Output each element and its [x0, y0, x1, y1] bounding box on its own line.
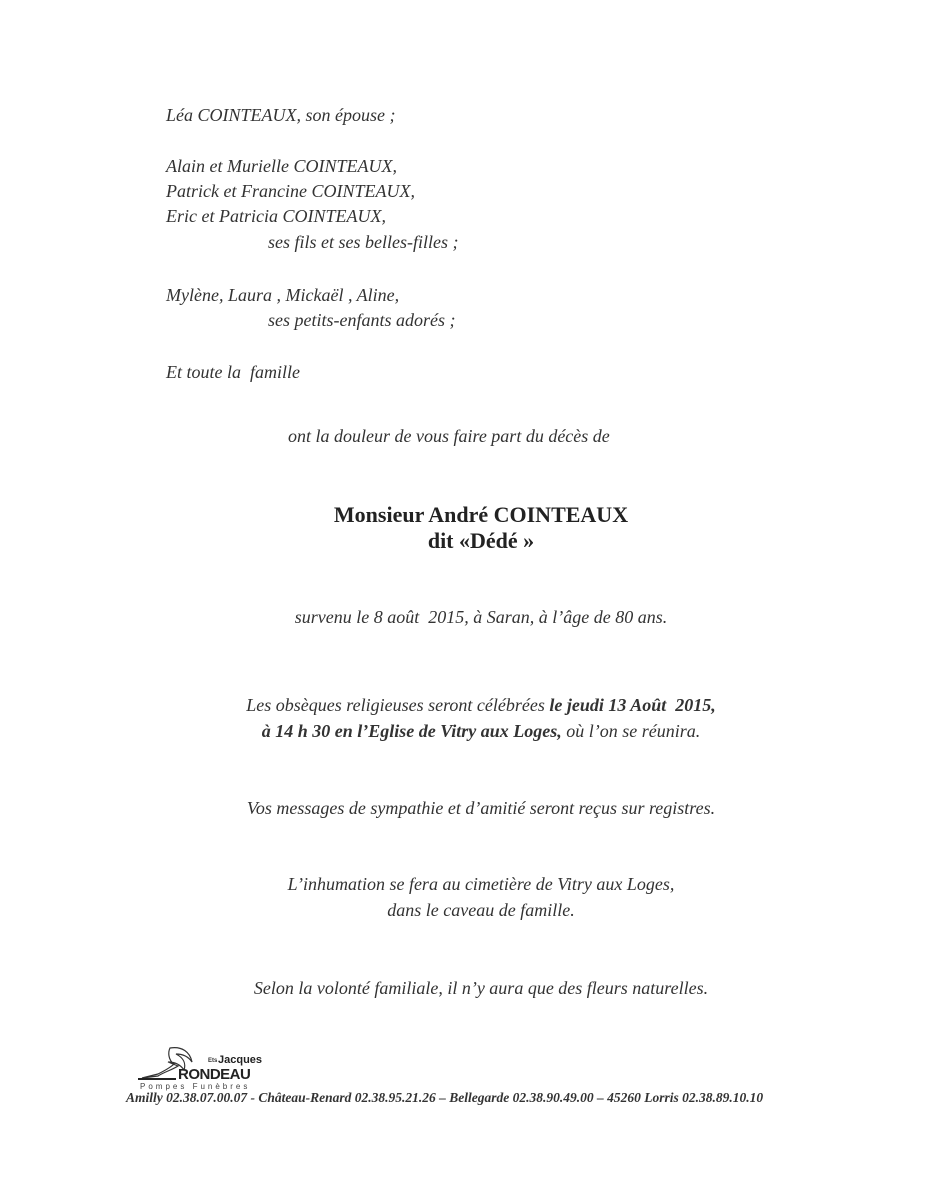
death-info: survenu le 8 août 2015, à Saran, à l’âge de 80 ans. [294, 607, 668, 627]
deceased-name: Monsieur André COINTEAUX [333, 502, 629, 527]
announcement: ont la douleur de vous faire part du décès de [288, 426, 610, 446]
flowers-line: Selon la volonté familiale, il n’y aura que des fleurs naturelles. [253, 978, 709, 998]
funeral-line-1 [0, 694, 947, 716]
grandchildren-line: Mylène, Laura , Mickaël , Aline, [166, 285, 400, 305]
burial-line: dans le caveau de famille. [387, 900, 575, 920]
logo-name: RONDEAU [178, 1066, 251, 1083]
funeral-text: Les obsèques religieuses seront célébrées [246, 695, 550, 715]
footer-contacts: Amilly 02.38.07.00.07 - Château-Renard 02.38.95.21.26 – Bellegarde 02.38.90.49.00 – 45260 Lorris 02.38.89.10.10 [126, 1090, 764, 1105]
grandchildren-role: ses petits-enfants adorés ; [268, 310, 456, 330]
burial-line: L’inhumation se fera au cimetière de Vitry aux Loges, [287, 874, 675, 894]
logo-prefix: Ets [208, 1058, 218, 1064]
funeral-text: où l’on se réunira. [561, 721, 701, 741]
funeral-time-place: à 14 h 30 en l’Eglise de Vitry aux Loges, [261, 721, 562, 741]
sons-role: ses fils et ses belles-filles ; [268, 232, 459, 252]
funeral-line-2 [0, 720, 947, 742]
family-line: Et toute la famille [166, 362, 300, 382]
spouse-line: Léa COINTEAUX, son épouse ; [166, 105, 396, 125]
logo-subtitle: Pompes Funèbres [140, 1082, 251, 1091]
son-line: Patrick et Francine COINTEAUX, [166, 181, 415, 201]
son-line: Alain et Murielle COINTEAUX, [166, 156, 397, 176]
funeral-home-logo [138, 1044, 273, 1094]
funeral-date: le jeudi 13 Août 2015, [549, 695, 716, 715]
deceased-nickname: dit «Dédé » [427, 528, 535, 553]
messages-line: Vos messages de sympathie et d’amitié seront reçus sur registres. [246, 798, 716, 818]
son-line: Eric et Patricia COINTEAUX, [166, 206, 386, 226]
logo-name: Jacques [218, 1054, 263, 1066]
